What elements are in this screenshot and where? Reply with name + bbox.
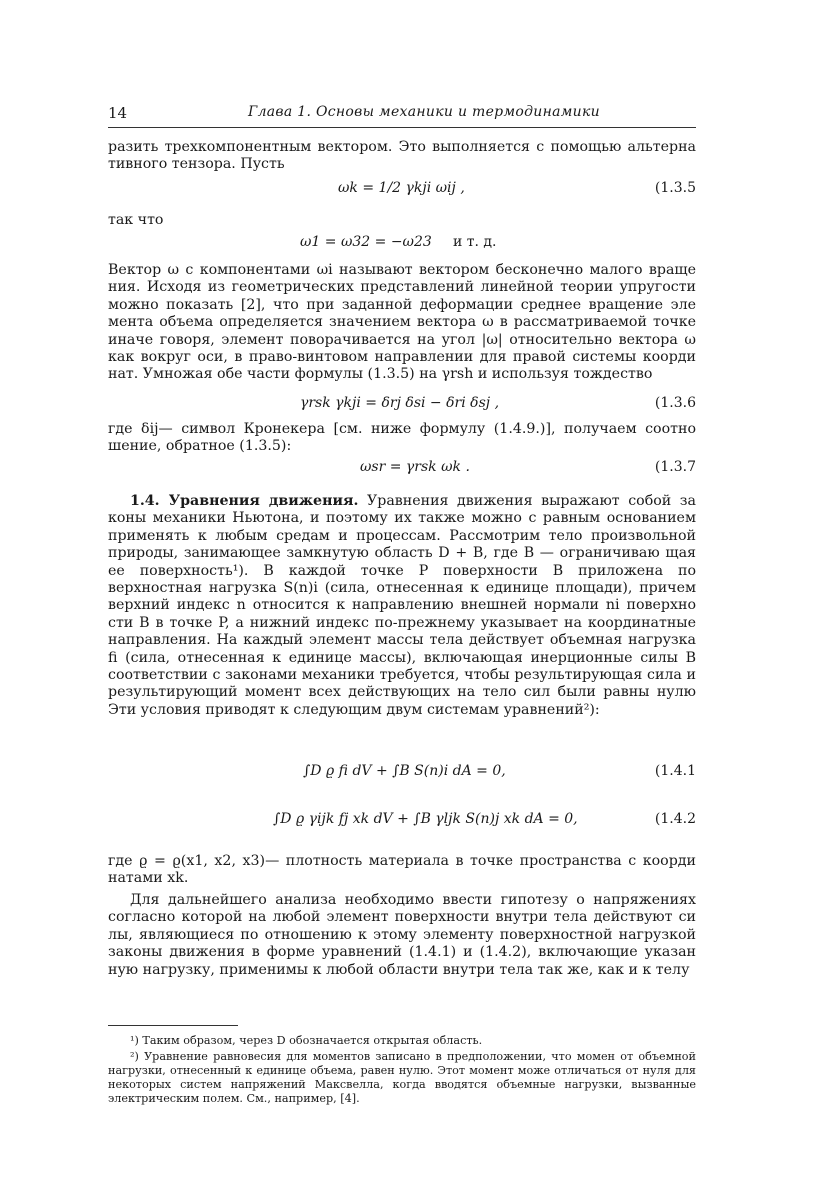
equation-tail: и т. д. (453, 234, 497, 250)
footnote-rule (108, 1025, 238, 1026)
equation-1-3-5 (108, 180, 696, 204)
section-1-4 (108, 493, 696, 719)
equation-1-3-7 (108, 459, 696, 483)
equation-formula: γrsk γkji = δrj δsi − δri δsj , (300, 395, 500, 411)
equation-number: (1.3.7 (654, 459, 696, 475)
equation-formula: ω1 = ω32 = −ω23 (300, 234, 432, 250)
equation-formula: ωsr = γrsk ωk . (360, 459, 470, 475)
equation-number: (1.3.5 (654, 180, 696, 196)
header-rule (108, 127, 696, 128)
paragraph-5: Для дальнейшего анализа необходимо ввести гипотезу о напряжениях согласно которой на любой элемент поверхности внутри тела действуют си лы, являющиеся по отношению к этому элементу поверхностной нагрузкой законы движения в форме уравнений (1.4.1) и (1.4.2), включающие указан ную нагрузку, применимы к любой области внутри тела так же, как и к телу (108, 892, 696, 978)
paragraph-2: Вектор ω с компонентами ωi называют вектором бесконечно малого враще ния. Исходя из геометрических представлений линейной теории упругости можно показать [2], что при заданной деформации среднее вращение эле мента объема определяется значением вектора ω в рассматриваемой точке иначе говоря, элемент поворачивается на угол |ω| относительно вектора ω как вокруг оси, в право-винтовом направлении для правой системы коорди нат. Умножая обе части формулы (1.3.5) на γrsh и используя тождество (108, 262, 696, 383)
section-title: 1.4. Уравнения движения. (130, 493, 359, 509)
equation-1-3-6 (108, 395, 696, 419)
footnote-1: ¹) Таким образом, через D обозначается открытая область. (130, 1034, 483, 1047)
page-number: 14 (108, 104, 128, 122)
equation-formula: ∫D ϱ γijk fj xk dV + ∫B γljk S(n)j xk dA = 0, (273, 811, 578, 827)
equation-number: (1.4.2 (654, 811, 696, 827)
paragraph-1: разить трехкомпонентным вектором. Это выполняется с помощью альтерна тивного тензора. Пусть (108, 139, 696, 173)
running-title: Глава 1. Основы механики и термодинамики (248, 104, 600, 120)
equation-formula: ∫D ϱ fi dV + ∫B S(n)i dA = 0, (303, 763, 506, 779)
equation-number: (1.4.1 (654, 763, 696, 779)
text-tak-chto: так что (108, 212, 164, 228)
equation-omega-components (108, 234, 696, 258)
equation-number: (1.3.6 (654, 395, 696, 411)
paragraph-4: где ϱ = ϱ(x1, x2, x3)— плотность материала в точке пространства с коорди натами xk. (108, 853, 696, 887)
page-header (108, 104, 696, 124)
equation-formula: ωk = 1/2 γkji ωij , (338, 180, 465, 196)
section-paragraph: Уравнения движения выражают собой за коны механики Ньютона, и поэтому их также можно с равным основанием применять к любым средам и процессам. Рассмотрим тело произвольной природы, занимающее замкнутую область D + B, где B — ограничиваю щая ее поверхность¹). В каждой точке P поверхности B приложена по верхностная нагрузка S(n)i (сила, отнесенная к единице площади), причем верхний индекс n относится к направлению внешней нормали ni поверхно сти B в точке P, а нижний индекс по-прежнему указывает на координатные направления. На каждый элемент массы тела действует объемная нагрузка fi (сила, отнесенная к единице массы), включающая инерционные силы В соответствии с законами механики требуется, чтобы результирующая сила и результирующий момент всех действующих на тело сил были равны нулю Эти условия приводят к следующим двум системам уравнений²): (108, 493, 696, 718)
footnote-2: ²) Уравнение равновесия для моментов записано в предположении, что момен от объемной нагрузки, отнесенный к единице объема, равен нулю. Этот момент може отличаться от нуля для некоторых систем напряжений Максвелла, когда вводятся объемные нагрузки, вызванные электрическим полем. См., например, [4]. (108, 1050, 696, 1105)
equation-1-4-2 (108, 805, 696, 845)
equation-1-4-1 (108, 757, 696, 797)
paragraph-3: где δij— символ Кронекера [см. ниже формулу (1.4.9.)], получаем соотно шение, обратное (1.3.5): (108, 421, 696, 455)
